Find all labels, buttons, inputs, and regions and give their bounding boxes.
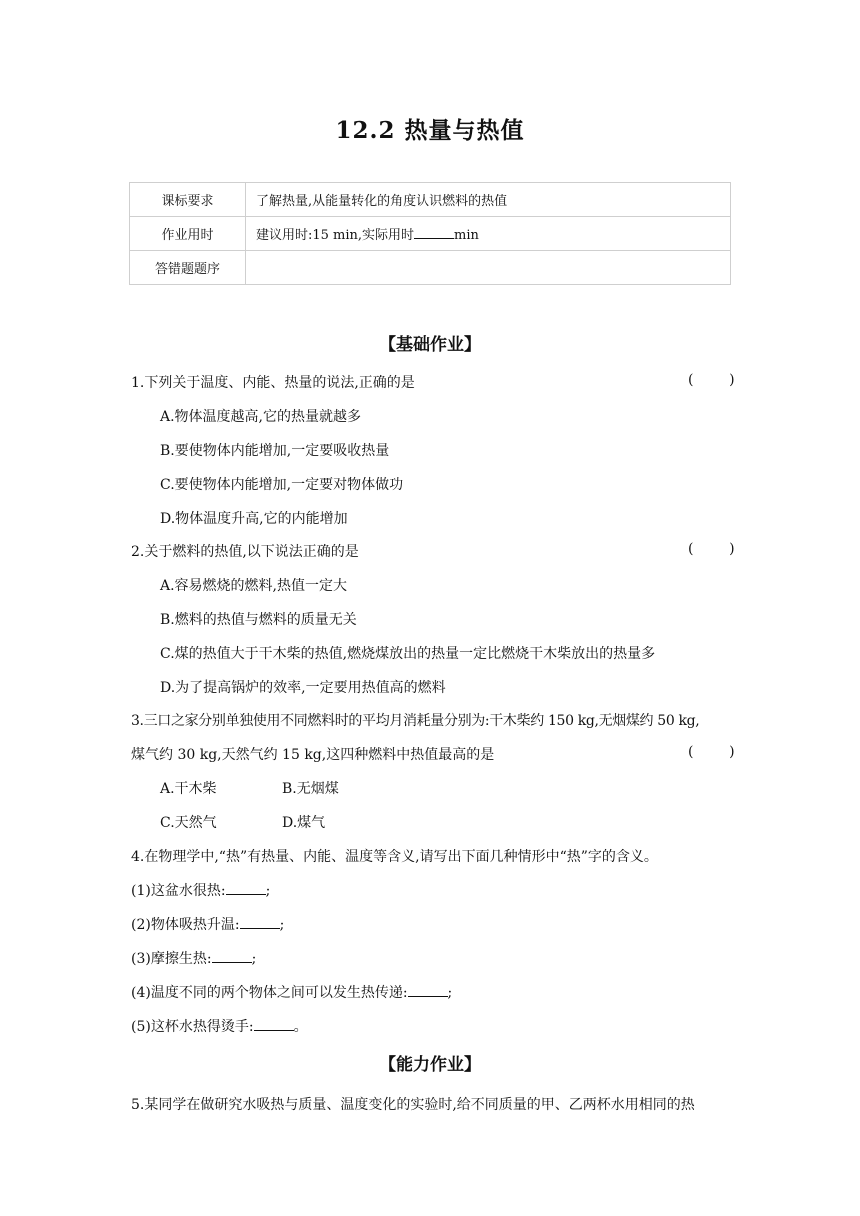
answer-blank[interactable] xyxy=(408,984,448,997)
q2-option-b: B.燃料的热值与燃料的质量无关 xyxy=(160,612,357,628)
answer-blank[interactable] xyxy=(240,916,280,929)
table-row xyxy=(130,251,731,285)
time-unit: min xyxy=(454,228,479,243)
table-value xyxy=(246,217,731,251)
question-3-stem-line1: 3.三口之家分别单独使用不同燃料时的平均月消耗量分别为:干木柴约 150 kg,无烟煤约 50 kg, xyxy=(131,713,700,729)
answer-blank[interactable] xyxy=(226,882,266,895)
table-row xyxy=(130,183,731,217)
table-key: 作业用时 xyxy=(130,217,246,251)
q1-option-b: B.要使物体内能增加,一定要吸收热量 xyxy=(160,443,390,459)
table-key: 答错题题序 xyxy=(130,251,246,285)
q2-option-c: C.煤的热值大于干木柴的热值,燃烧煤放出的热量一定比燃烧干木柴放出的热量多 xyxy=(160,646,656,662)
q4-item: (1)这盆水很热: ; xyxy=(131,883,271,899)
question-3-stem-line2: 煤气约 30 kg,天然气约 15 kg,这四种燃料中热值最高的是 xyxy=(131,747,495,763)
q1-option-a: A.物体温度越高,它的热量就越多 xyxy=(160,409,362,425)
q3-option-c: C.天然气 xyxy=(160,815,217,831)
answer-blank[interactable] xyxy=(254,1018,294,1031)
answer-paren[interactable]: ( ) xyxy=(688,372,735,388)
requirements-table xyxy=(129,182,731,285)
q1-option-d: D.物体温度升高,它的内能增加 xyxy=(160,511,348,527)
question-2-stem: 2.关于燃料的热值,以下说法正确的是 xyxy=(131,544,359,560)
q4-item: (2)物体吸热升温: ; xyxy=(131,917,285,933)
answer-paren[interactable]: ( ) xyxy=(688,744,735,760)
table-value xyxy=(246,251,731,285)
q2-option-a: A.容易燃烧的燃料,热值一定大 xyxy=(160,578,348,594)
q4-item: (5)这杯水热得烫手: 。 xyxy=(131,1019,308,1035)
table-value: 了解热量,从能量转化的角度认识燃料的热值 xyxy=(246,183,731,217)
question-5-stem: 5.某同学在做研究水吸热与质量、温度变化的实验时,给不同质量的甲、乙两杯水用相同的热 xyxy=(131,1097,695,1113)
question-4-stem: 4.在物理学中,“热”有热量、内能、温度等含义,请写出下面几种情形中“热”字的含义。 xyxy=(131,849,658,865)
answer-blank[interactable] xyxy=(212,950,252,963)
section-basic: 【基础作业】 xyxy=(379,335,481,355)
q3-option-b: B.无烟煤 xyxy=(282,781,339,797)
table-key: 课标要求 xyxy=(130,183,246,217)
q1-option-c: C.要使物体内能增加,一定要对物体做功 xyxy=(160,477,404,493)
q4-item: (3)摩擦生热: ; xyxy=(131,951,257,967)
table-row xyxy=(130,217,731,251)
question-1-stem: 1.下列关于温度、内能、热量的说法,正确的是 xyxy=(131,375,415,391)
answer-paren[interactable]: ( ) xyxy=(688,541,735,557)
time-label: 建议用时:15 min,实际用时 xyxy=(256,228,415,243)
q2-option-d: D.为了提高锅炉的效率,一定要用热值高的燃料 xyxy=(160,680,446,696)
q3-option-d: D.煤气 xyxy=(282,815,326,831)
q3-option-a: A.干木柴 xyxy=(160,781,217,797)
page-title: 12.2 热量与热值 xyxy=(335,117,525,144)
answer-blank[interactable] xyxy=(414,226,454,239)
section-ability: 【能力作业】 xyxy=(379,1055,481,1075)
q4-item: (4)温度不同的两个物体之间可以发生热传递: ; xyxy=(131,985,453,1001)
